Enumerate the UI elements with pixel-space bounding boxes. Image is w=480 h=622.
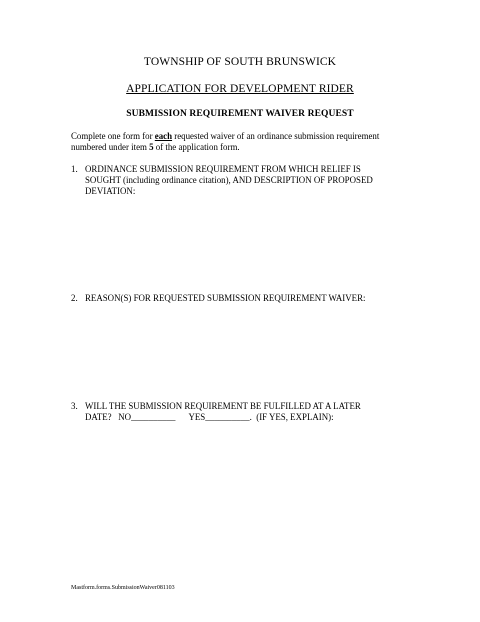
intro-emphasis: each — [154, 131, 173, 141]
question-2-text — [85, 293, 405, 304]
form-subheading: SUBMISSION REQUIREMENT WAIVER REQUEST — [126, 109, 354, 119]
question-1-text — [85, 164, 405, 197]
question-1-line-2: SOUGHT (including ordinance citation), AND DESCRIPTION OF PROPOSED — [85, 175, 373, 185]
form-code-footer: Mastform.forms.SubmissionWaiver081103 — [71, 585, 175, 591]
intro-item-number: 5 — [149, 142, 154, 152]
question-1-line-1: ORDINANCE SUBMISSION REQUIREMENT FROM WHICH RELIEF IS — [85, 164, 361, 174]
intro-text-3: of the application form. — [153, 142, 240, 152]
document-subtitle: APPLICATION FOR DEVELOPMENT RIDER — [126, 83, 354, 95]
intro-paragraph — [71, 131, 411, 153]
question-1-number: 1. — [71, 164, 78, 174]
document-title: TOWNSHIP OF SOUTH BRUNSWICK — [143, 56, 337, 68]
question-3-line-2: DATE? NO__________ YES__________. (IF YES, EXPLAIN): — [85, 412, 334, 422]
question-2-number: 2. — [71, 293, 78, 303]
question-3-text — [85, 401, 405, 423]
question-2-line-1: REASON(S) FOR REQUESTED SUBMISSION REQUIREMENT WAIVER: — [85, 293, 366, 303]
intro-text-2: requested waiver of an ordinance submission requirement numbered under item — [71, 131, 380, 152]
question-3-line-1: WILL THE SUBMISSION REQUIREMENT BE FULFILLED AT A LATER — [85, 401, 361, 411]
question-1-line-3: DEVIATION: — [85, 186, 136, 196]
intro-text-1: Complete one form for — [71, 131, 155, 141]
question-3-number: 3. — [71, 401, 78, 411]
